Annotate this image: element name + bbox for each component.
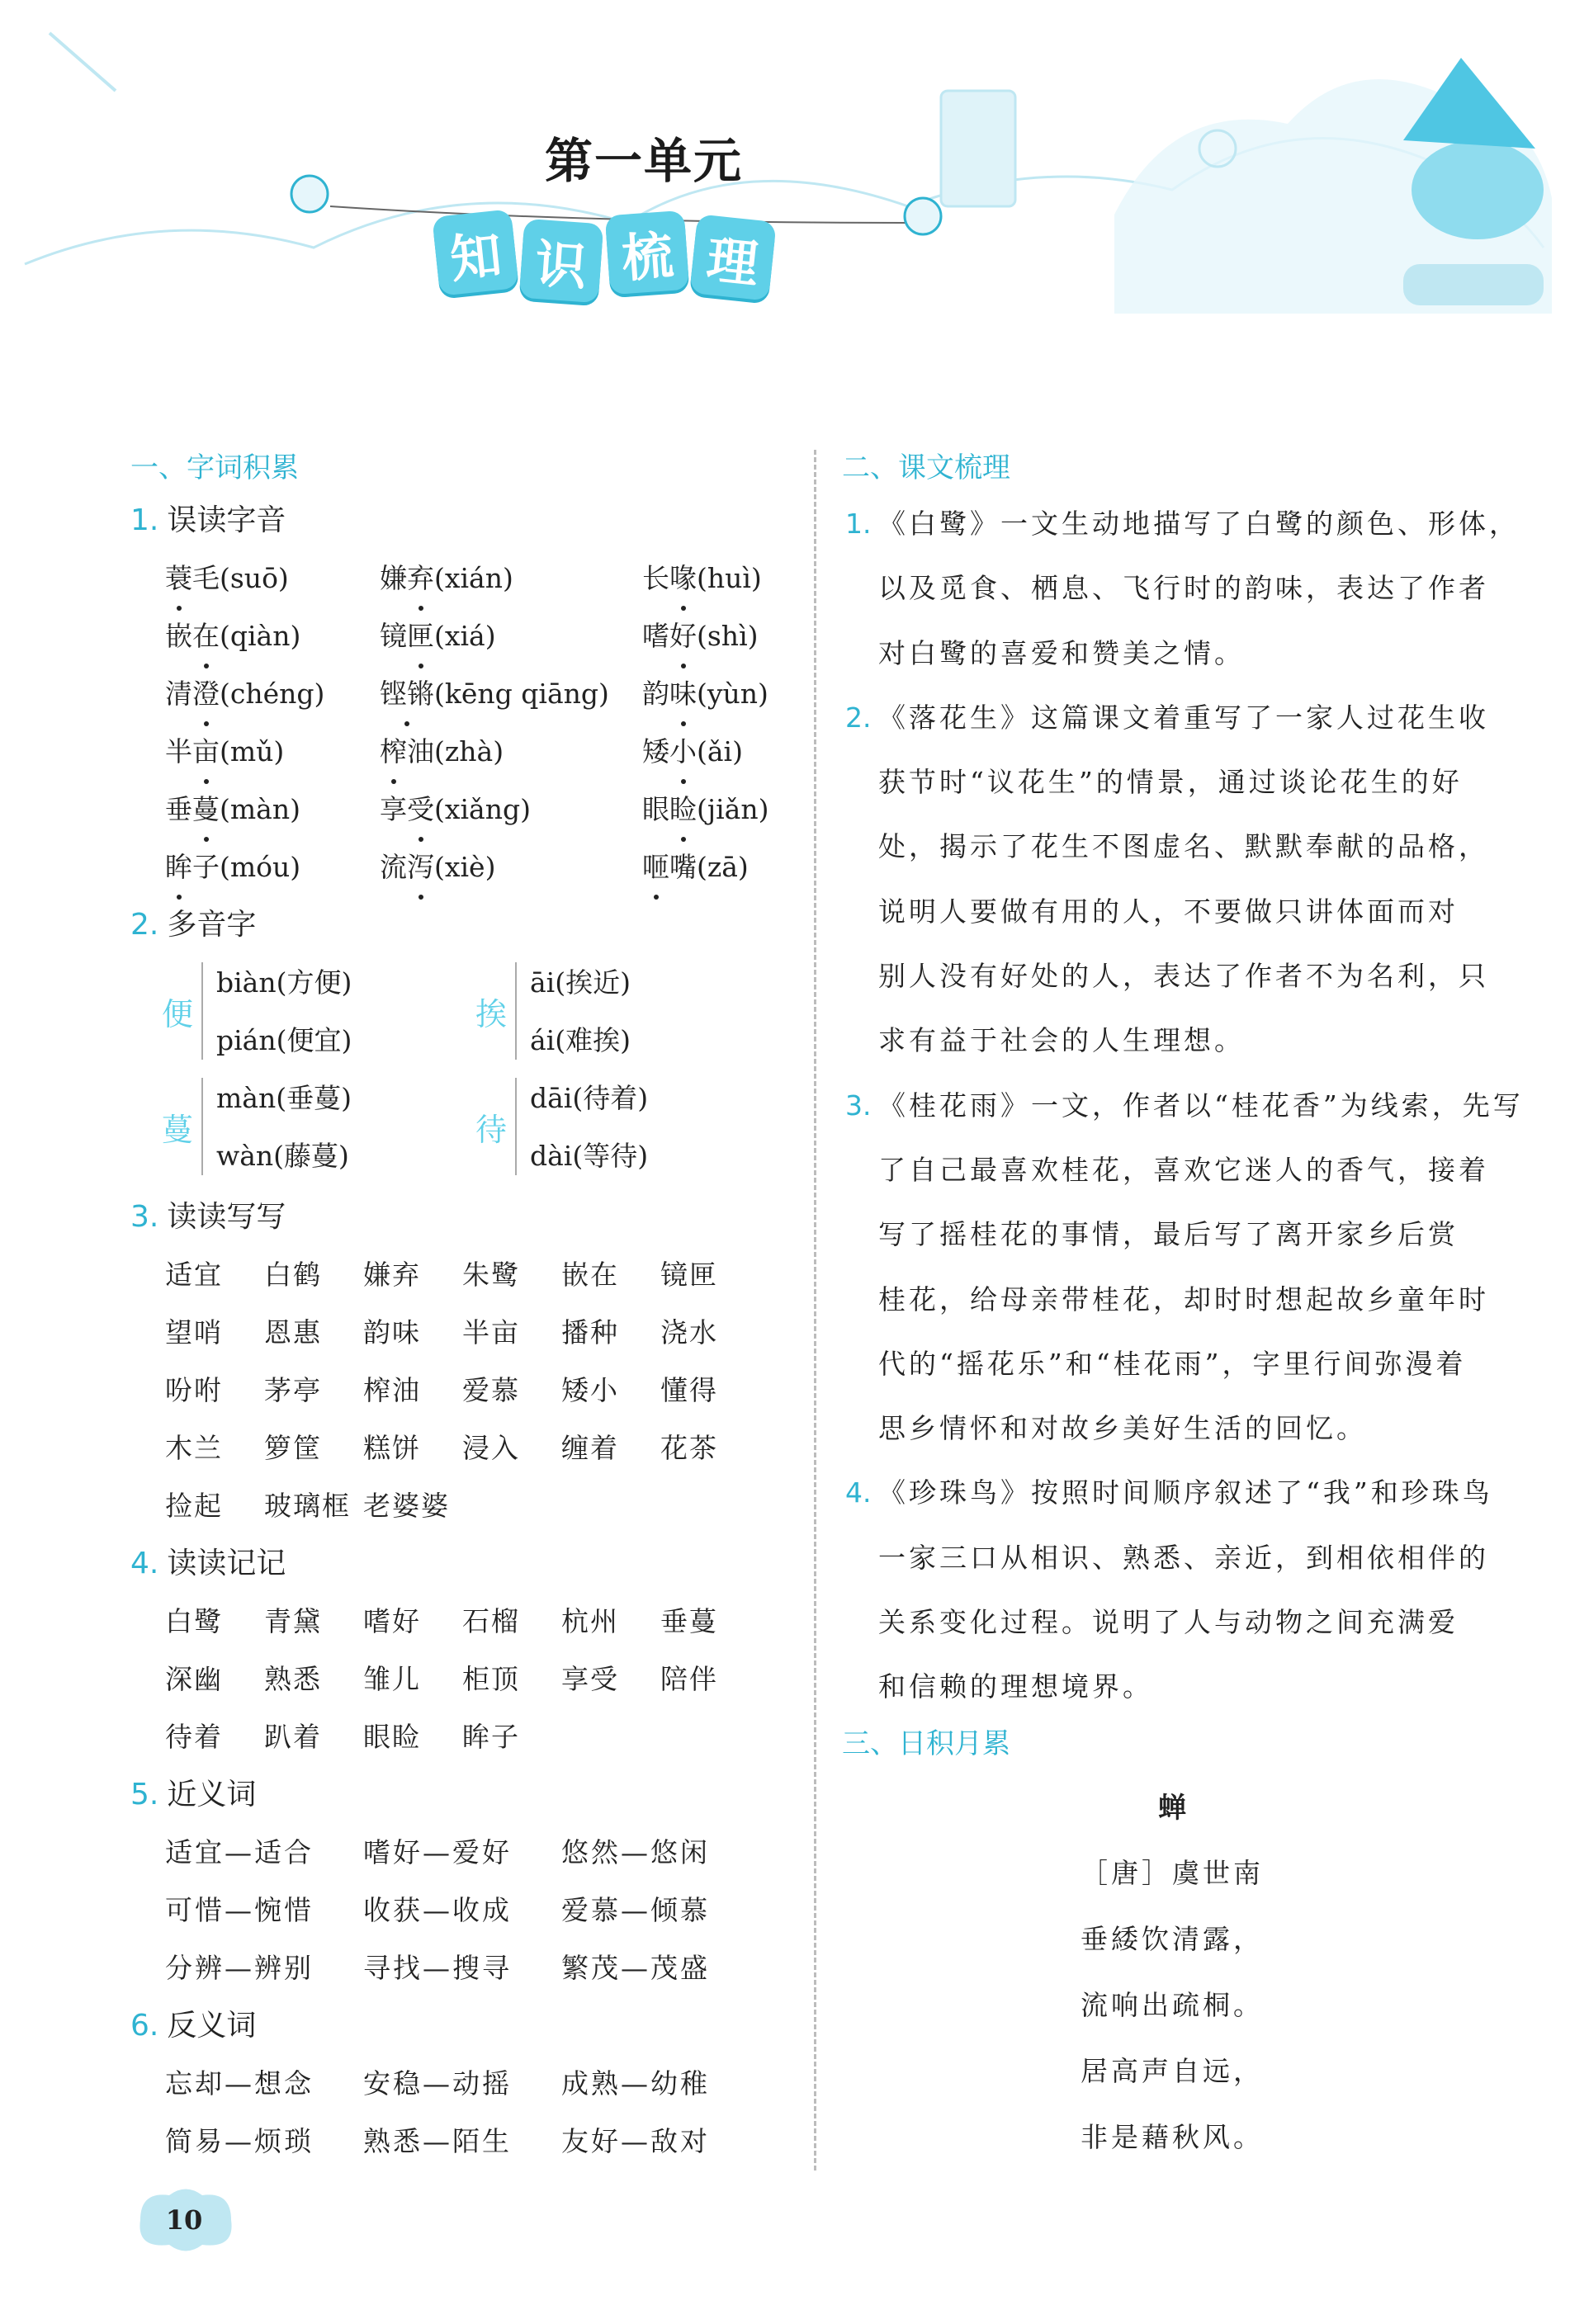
text-summary-paragraph <box>842 492 1519 686</box>
text-summary-paragraph <box>842 1074 1524 1462</box>
misread-item: 流泻(xiè) <box>380 838 642 896</box>
poem-line: 非是藉秋风。 <box>1081 2120 1264 2153</box>
right-column <box>842 444 1524 2170</box>
poem <box>842 1776 1519 2170</box>
vocab-word: 适宜 <box>165 1259 223 1291</box>
antonym-pair: 忘却—想念 <box>165 2067 314 2100</box>
misread-item: 矮小(ǎi) <box>642 723 824 781</box>
vocab-word: 垂蔓 <box>660 1605 718 1637</box>
vocab-word: 深幽 <box>165 1663 223 1695</box>
sub-misread-title: 1. 误读字音 <box>130 503 286 537</box>
bracket <box>201 962 211 1060</box>
page-number: 10 <box>165 2204 203 2236</box>
vocab-word: 矮小 <box>561 1374 619 1406</box>
vocab-word: 半亩 <box>462 1316 520 1349</box>
synonym-pair: 寻找—搜寻 <box>363 1952 512 1984</box>
vocab-word: 木兰 <box>165 1432 223 1464</box>
paragraph-line: 关系变化过程。说明了人与动物之间充满爱 <box>878 1606 1459 1639</box>
poem-line: 垂緌饮清露， <box>1081 1922 1264 1955</box>
antonym-pair: 简易—烦琐 <box>165 2125 314 2157</box>
vocab-word: 玻璃框 <box>264 1490 351 1522</box>
reading: wàn(藤蔓) <box>216 1140 349 1172</box>
paragraph-line: 《珍珠鸟》按照时间顺序叙述了“我”和珍珠鸟 <box>878 1476 1493 1509</box>
vocab-word: 望哨 <box>165 1316 223 1349</box>
bracket <box>201 1078 211 1175</box>
text-summary-paragraph <box>842 1461 1519 1719</box>
vocab-word: 浇水 <box>660 1316 718 1349</box>
tag-shi: 识 <box>519 219 603 303</box>
vocab-word: 韵味 <box>363 1316 421 1349</box>
paragraph-line: 求有益于社会的人生理想。 <box>878 1024 1245 1057</box>
reading: āi(挨近) <box>530 966 631 999</box>
paragraph-number: 2. <box>845 701 872 734</box>
paragraph-line: 了自己最喜欢桂花，喜欢它迷人的香气，接着 <box>878 1153 1489 1186</box>
paragraph-line: 对白鹭的喜爱和赞美之情。 <box>878 636 1245 669</box>
vocab-word: 糕饼 <box>363 1432 421 1464</box>
poem-line: 流响出疏桐。 <box>1081 1988 1264 2021</box>
vocab-word: 嵌在 <box>561 1259 619 1291</box>
vocab-word: 榨油 <box>363 1374 421 1406</box>
paragraph-line: 思乡情怀和对故乡美好生活的回忆。 <box>878 1412 1367 1445</box>
polyphone-item <box>162 1070 475 1185</box>
misread-item: 蓑毛(suō) <box>165 550 380 607</box>
polyphone-grid <box>130 954 799 1185</box>
text-summaries <box>842 492 1524 1720</box>
vocab-word: 缠着 <box>561 1432 619 1464</box>
misread-item: 长喙(huì) <box>642 550 824 607</box>
vocab-word: 趴着 <box>264 1721 322 1753</box>
sub-polyphone-title: 2. 多音字 <box>130 908 257 942</box>
paragraph-line: 以及觅食、栖息、飞行时的韵味，表达了作者 <box>878 572 1489 605</box>
sub-readremember-title: 4. 读读记记 <box>130 1547 286 1580</box>
tag-li: 理 <box>689 214 777 301</box>
paragraph-number: 4. <box>845 1476 872 1509</box>
misread-item: 咂嘴(zā) <box>642 838 824 896</box>
polyphone-item <box>162 954 475 1070</box>
bracket <box>515 1078 525 1175</box>
tag-shu: 梳 <box>605 210 689 295</box>
antonym-pair: 熟悉—陌生 <box>363 2125 512 2157</box>
vocab-word: 嗜好 <box>363 1605 421 1637</box>
vocab-word: 懂得 <box>660 1374 718 1406</box>
synonym-pair: 悠然—悠闲 <box>561 1836 710 1868</box>
vocab-word: 镜匣 <box>660 1259 718 1291</box>
section-vocab-title: 一、字词积累 <box>130 451 299 484</box>
vocab-word: 待着 <box>165 1721 223 1753</box>
sub-antonym-title: 6. 反义词 <box>130 2009 257 2043</box>
vocab-word: 嫌弃 <box>363 1259 421 1291</box>
vocab-word: 享受 <box>561 1663 619 1695</box>
paragraph-number: 1. <box>845 508 872 540</box>
vocab-word: 眸子 <box>462 1721 520 1753</box>
vocab-word: 恩惠 <box>264 1316 322 1349</box>
vocab-word: 播种 <box>561 1316 619 1349</box>
paragraph-line: 《白鹭》一文生动地描写了白鹭的颜色、形体， <box>878 508 1520 540</box>
vocab-word: 石榴 <box>462 1605 520 1637</box>
vocab-word: 浸入 <box>462 1432 520 1464</box>
misread-item: 嗜好(shì) <box>642 607 824 665</box>
readwrite-grid <box>130 1246 799 1535</box>
reading: ái(难挨) <box>530 1024 631 1056</box>
readremember-grid <box>130 1593 799 1766</box>
text-summary-paragraph <box>842 686 1519 1074</box>
synonym-pair: 适宜—适合 <box>165 1836 314 1868</box>
section-text-title: 二、课文梳理 <box>842 451 1010 484</box>
synonym-grid <box>130 1824 799 1997</box>
synonym-pair: 繁茂—茂盛 <box>561 1952 710 1984</box>
paragraph-line: 处，揭示了花生不图虚名、默默奉献的品格， <box>878 830 1489 863</box>
reading: màn(垂蔓) <box>216 1082 352 1114</box>
vocab-word: 老婆婆 <box>363 1490 450 1522</box>
vocab-word: 熟悉 <box>264 1663 322 1695</box>
misread-item: 榨油(zhà) <box>380 723 642 781</box>
antonym-pair: 友好—敌对 <box>561 2125 710 2157</box>
vocab-word: 箩筐 <box>264 1432 322 1464</box>
misread-item: 铿锵(kēng qiāng) <box>380 665 642 723</box>
reading: biàn(方便) <box>216 966 352 999</box>
misread-item: 嵌在(qiàn) <box>165 607 380 665</box>
paragraph-line: 和信赖的理想境界。 <box>878 1670 1153 1703</box>
synonym-pair: 可惜—惋惜 <box>165 1894 314 1926</box>
sub-synonym-title: 5. 近义词 <box>130 1778 257 1811</box>
vocab-word: 杭州 <box>561 1605 619 1637</box>
polyphone-char: 待 <box>475 1112 508 1148</box>
polyphone-char: 挨 <box>475 996 508 1032</box>
left-column <box>130 444 799 2170</box>
unit-title: 第一单元 <box>544 133 743 189</box>
vocab-word: 眼睑 <box>363 1721 421 1753</box>
paragraph-line: 《落花生》这篇课文着重写了一家人过花生收 <box>878 701 1489 734</box>
misread-item: 清澄(chéng) <box>165 665 380 723</box>
paragraph-line: 别人没有好处的人，表达了作者不为名利，只 <box>878 960 1489 993</box>
antonym-grid <box>130 2055 799 2170</box>
paragraph-line: 桂花，给母亲带桂花，却时时想起故乡童年时 <box>878 1282 1489 1316</box>
misread-item: 半亩(mǔ) <box>165 723 380 781</box>
vocab-word: 白鹤 <box>264 1259 322 1291</box>
reading: pián(便宜) <box>216 1024 352 1056</box>
section-daily-title: 三、日积月累 <box>842 1726 1010 1760</box>
synonym-pair: 分辨—辨别 <box>165 1952 314 1984</box>
poem-author: ［唐］虞世南 <box>1081 1856 1264 1889</box>
sub-readwrite-title: 3. 读读写写 <box>130 1200 286 1234</box>
misread-item: 眸子(móu) <box>165 838 380 896</box>
vocab-word: 柜顶 <box>462 1663 520 1695</box>
misread-grid <box>130 550 799 896</box>
synonym-pair: 爱慕—倾慕 <box>561 1894 710 1926</box>
vocab-word: 白鹭 <box>165 1605 223 1637</box>
vocab-word: 朱鹭 <box>462 1259 520 1291</box>
misread-item: 眼睑(jiǎn) <box>642 781 824 838</box>
vocab-word: 吩咐 <box>165 1374 223 1406</box>
vocab-word: 捡起 <box>165 1490 223 1522</box>
antonym-pair: 安稳—动摇 <box>363 2067 512 2100</box>
misread-item: 嫌弃(xián) <box>380 550 642 607</box>
paragraph-line: 写了摇桂花的事情，最后写了离开家乡后赏 <box>878 1218 1459 1251</box>
vocab-word: 陪伴 <box>660 1663 718 1695</box>
tag-zhi: 知 <box>432 209 519 296</box>
polyphone-item <box>475 1070 789 1185</box>
reading: dāi(待着) <box>530 1082 649 1114</box>
reading: dài(等待) <box>530 1140 649 1172</box>
poem-line: 居高声自远， <box>1081 2054 1264 2087</box>
misread-item: 镜匣(xiá) <box>380 607 642 665</box>
polyphone-char: 蔓 <box>162 1112 194 1148</box>
paragraph-line: 《桂花雨》一文，作者以“桂花香”为线索，先写 <box>878 1089 1524 1122</box>
paragraph-line: 一家三口从相识、熟悉、亲近，到相依相伴的 <box>878 1541 1489 1574</box>
misread-item: 享受(xiǎng) <box>380 781 642 838</box>
polyphone-item <box>475 954 789 1070</box>
vocab-word: 雏儿 <box>363 1663 421 1695</box>
paragraph-line: 代的“摇花乐”和“桂花雨”，字里行间弥漫着 <box>878 1347 1467 1380</box>
misread-item: 韵味(yùn) <box>642 665 824 723</box>
vocab-word: 茅亭 <box>264 1374 322 1406</box>
polyphone-char: 便 <box>162 996 194 1032</box>
vocab-word: 爱慕 <box>462 1374 520 1406</box>
bracket <box>515 962 525 1060</box>
paragraph-line: 获节时“议花生”的情景，通过谈论花生的好 <box>878 766 1463 799</box>
poem-title: 蝉 <box>1158 1791 1186 1825</box>
vocab-word: 花茶 <box>660 1432 718 1464</box>
knowledge-tag-row <box>436 213 773 300</box>
paragraph-line: 说明人要做有用的人，不要做只讲体面而对 <box>878 895 1459 928</box>
misread-item: 垂蔓(màn) <box>165 781 380 838</box>
antonym-pair: 成熟—幼稚 <box>561 2067 710 2100</box>
synonym-pair: 收获—收成 <box>363 1894 512 1926</box>
synonym-pair: 嗜好—爱好 <box>363 1836 512 1868</box>
paragraph-number: 3. <box>845 1089 872 1122</box>
vocab-word: 青黛 <box>264 1605 322 1637</box>
